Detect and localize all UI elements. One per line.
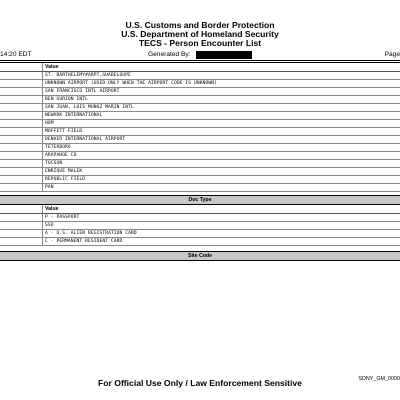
airport-row [0,96,400,104]
row-blank-cell [0,238,43,245]
row-blank-cell [0,144,43,151]
row-value-cell: SSO [45,223,54,228]
doc-type-table-header [0,205,400,214]
report-time: 14:20 EDT [0,51,32,58]
row-value-cell: HOM [45,121,54,126]
doc-type-row [0,222,400,230]
row-value-cell: PAN [45,185,54,190]
airport-row [0,88,400,96]
row-blank-cell [0,128,43,135]
row-blank-cell [0,230,43,237]
airport-row [0,80,400,88]
row-blank-cell [0,184,43,191]
report-title: TECS - Person Encounter List [138,38,262,48]
airport-table-header [0,63,400,72]
airport-rows [0,72,400,192]
value-column-header: Value [45,64,59,70]
row-blank-cell [0,104,43,111]
doc-type-row [0,230,400,238]
row-blank-cell [0,80,43,87]
row-value-cell: ARAPAHOE CO [45,153,77,158]
row-value-cell: NEWARK INTERNATIONAL [45,113,103,118]
airport-row [0,160,400,168]
row-blank-cell [0,88,43,95]
report-meta-bar [0,50,400,60]
row-value-cell: SAN FRANCISCO INTL AIRPORT [45,89,120,94]
airport-row [0,112,400,120]
doc-type-row [0,238,400,246]
generated-by-label: Generated By: [148,51,191,58]
row-blank-cell [0,112,43,119]
row-value-cell: TETERBORO [45,145,71,150]
airport-row [0,184,400,192]
row-value-cell: SAN JUAN, LUIS MUNOZ MARIN INTL [45,105,134,110]
row-blank-cell [0,222,43,229]
page-label: Page [384,51,400,58]
doc-value-column-header: Value [45,206,59,212]
row-blank-cell [0,160,43,167]
agency-title: U.S. Customs and Border Protection [125,20,275,30]
row-blank-cell [0,96,43,103]
doc-type-table [0,205,400,246]
row-blank-cell [0,152,43,159]
airport-table [0,62,400,192]
doc-type-section-band: Doc Type [0,195,400,205]
airport-row [0,168,400,176]
row-value-cell: ST. BARTHELEMY#ARPT,GUADELOUPE [45,73,131,78]
column-blank [0,63,43,71]
airport-row [0,128,400,136]
airport-row [0,120,400,128]
row-value-cell: REPUBLIC FIELD [45,177,86,182]
row-blank-cell [0,136,43,143]
row-blank-cell [0,168,43,175]
row-value-cell: MOFFETT FIELD [45,129,83,134]
airport-row [0,152,400,160]
airport-row [0,136,400,144]
row-blank-cell [0,120,43,127]
row-value-cell: ENRIQUE MALEK [45,169,83,174]
row-value-cell: A - U.S. ALIEN REGISTRATION CARD [45,231,137,236]
row-value-cell: TUCSON [45,161,63,166]
row-value-cell: C - PERMANENT RESIDENT CARD [45,239,123,244]
row-value-cell: P - PASSPORT [45,215,80,220]
row-value-cell: UNKNOWN AIRPORT (USED ONLY WHEN THE AIRPORT CODE IS UNKNOWN) [45,81,217,86]
row-blank-cell [0,214,43,221]
row-blank-cell [0,176,43,183]
redaction-block [196,51,252,59]
bates-number: SDNY_GM_0000 [358,376,400,382]
header-rule [0,60,400,61]
footer-notice: For Official Use Only / Law Enforcement Sensitive [98,378,302,388]
airport-row [0,72,400,80]
airport-row [0,144,400,152]
department-title: U.S. Department of Homeland Security [121,29,279,39]
airport-row [0,176,400,184]
doc-type-row [0,214,400,222]
site-code-section-band: Site Code [0,251,400,261]
row-blank-cell [0,72,43,79]
row-value-cell: BEN GURION INTL [45,97,88,102]
column-blank [0,205,43,213]
airport-row [0,104,400,112]
doc-type-rows [0,214,400,246]
row-value-cell: DENVER INTERNATIONAL AIRPORT [45,137,126,142]
